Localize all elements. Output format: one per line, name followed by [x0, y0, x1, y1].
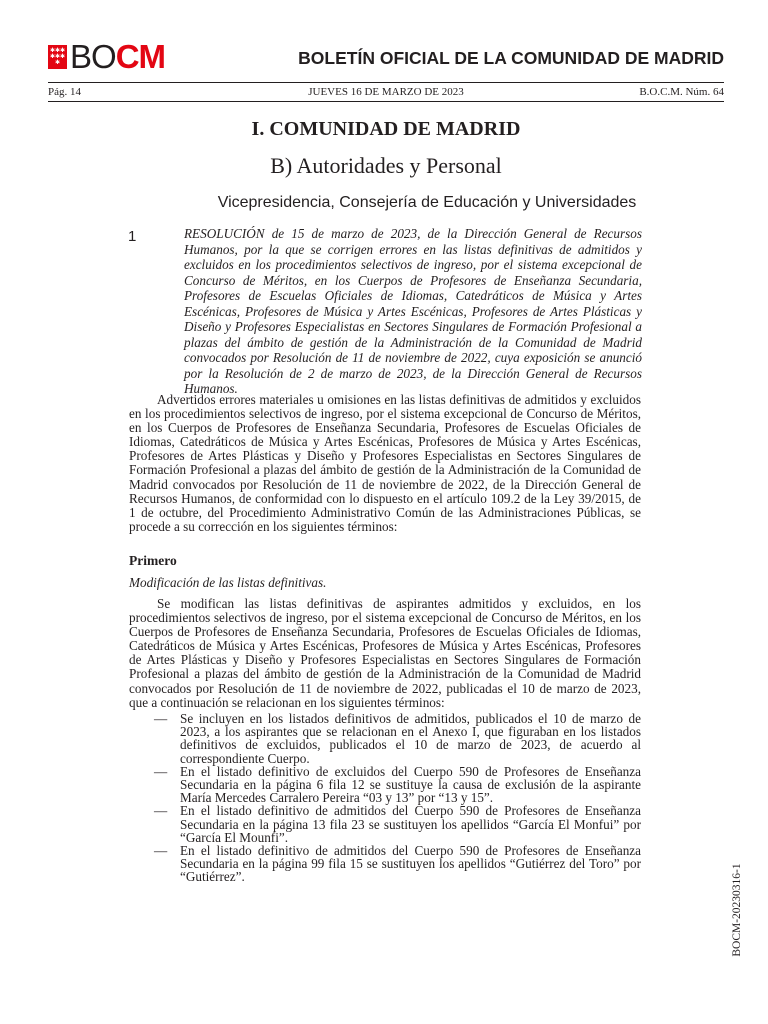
- item-number: 1: [128, 228, 137, 245]
- issue-date: JUEVES 16 DE MARZO DE 2023: [308, 86, 464, 98]
- header-rule-bottom: [48, 101, 724, 102]
- dash-marker: —: [154, 763, 168, 779]
- department-title: Vicepresidencia, Consejería de Educación y Universidades: [217, 194, 637, 211]
- page-header: [48, 40, 724, 76]
- list-item-text: Se incluyen en los listados definitivos de admitidos, publicados el 10 de marzo de 2023, a los aspirantes que se relacionan en el Anexo I, que figuraban en los listados definitivos de excluidos, publicados el 10 de marzo de 2023, de acuerdo al correspondiente Cuerpo.: [180, 711, 641, 766]
- header-meta: [48, 85, 724, 99]
- dash-marker: —: [154, 843, 168, 859]
- dash-marker: —: [154, 803, 168, 819]
- list-item: [154, 712, 641, 765]
- list-item-text: En el listado definitivo de excluidos del Cuerpo 590 de Profesores de Enseñanza Secundaria en la página 6 fila 12 se sustituye la causa de exclusión de la aspirante María Mercedes Carralero Pereira “03 y 13” por “13 y 15”.: [180, 763, 641, 806]
- intro-paragraph: Advertidos errores materiales u omisiones en las listas definitivas de admitidos y excluidos en los procedimientos selectivos de ingreso, por el sistema excepcional de Concurso de Méritos, en los Cuerpos de Profesores de Enseñanza Secundaria, Profesores de Escuelas Oficiales de Idiomas, Catedráticos de Música y Artes Escénicas, Profesores de Música y Artes Escénicas, Profesores de Artes Plásticas y Diseño y Profesores Especialistas en Sectores Singulares de Formación Profesional a plazas del ámbito de gestión de la Administración de la Comunidad de Madrid convocados por Resolución de 11 de noviembre de 2022, de la Dirección General de Recursos Humanos, de conformidad con lo dispuesto en el artículo 109.2 de la Ley 39/2015, de 1 de octubre, del Procedimiento Administrativo Común de las Administraciones Públicas, se procede a su corrección en los siguientes términos:: [129, 392, 641, 534]
- article-paragraph: Se modifican las listas definitivas de aspirantes admitidos y excluidos, en los procedimientos selectivos de ingreso, por el sistema excepcional de Concurso de Méritos, en los Cuerpos de Profesores de Enseñanza Secundaria, Profesores de Escuelas Oficiales de Idiomas, Catedráticos de Música y Artes Escénicas, Profesores de Música y Artes Escénicas, Profesores de Artes Plásticas y Diseño y Profesores Especialistas en Sectores Singulares de Formación Profesional a plazas del ámbito de gestión de la Administración de la Comunidad de Madrid convocados por Resolución de 11 de noviembre de 2022, publicadas el 10 de marzo de 2023, que a continuación se relacionan en los siguientes términos:: [129, 596, 641, 710]
- dash-marker: —: [154, 711, 168, 726]
- article-subheading: Modificación de las listas definitivas.: [129, 575, 327, 590]
- logo-wordmark: [70, 39, 165, 75]
- journal-title: BOLETÍN OFICIAL DE LA COMUNIDAD DE MADRID: [298, 48, 724, 68]
- list-item-text: En el listado definitivo de admitidos del Cuerpo 590 de Profesores de Enseñanza Secundaria en la página 13 fila 23 se sustituyen los apellidos “García El Monfui” por “García El Mounfi”.: [180, 803, 641, 845]
- section-title: I. COMUNIDAD DE MADRID: [251, 118, 521, 140]
- document-code-text: BOCM-20230316-1: [731, 863, 743, 957]
- list-item: [154, 765, 641, 805]
- section-subtitle: B) Autoridades y Personal: [270, 153, 502, 178]
- issue-number: B.O.C.M. Núm. 64: [639, 86, 724, 98]
- article-heading: Primero: [129, 553, 177, 568]
- logo-text-bo: BO: [70, 38, 116, 75]
- list-item-text: En el listado definitivo de admitidos del Cuerpo 590 de Profesores de Enseñanza Secundaria en la página 99 fila 15 se sustituyen los apellidos “Gutiérrez del Toro” por “Gutiérrez”.: [180, 843, 641, 885]
- madrid-stars-icon: ✱ ✱ ✱ ✱ ✱ ✱ ✱: [48, 45, 67, 69]
- header-rule-top: [48, 82, 724, 83]
- modification-list: [154, 712, 641, 884]
- page-number: Pág. 14: [48, 86, 81, 98]
- list-item: [154, 804, 641, 844]
- document-code: [729, 860, 745, 960]
- logo-text-cm: CM: [115, 38, 166, 75]
- resolution-summary: RESOLUCIÓN de 15 de marzo de 2023, de la Dirección General de Recursos Humanos, por la que se corrigen errores en las listas definitivas de admitidos y excluidos en los procedimientos selectivos de ingreso, por el sistema excepcional de Concurso de Méritos, en los Cuerpos de Profesores de Enseñanza Secundaria, Profesores de Escuelas Oficiales de Idiomas, Catedráticos de Música y Artes Escénicas, Profesores de Música y Artes Escénicas, Profesores de Artes Plásticas y Diseño y Profesores Especialistas en Sectores Singulares de Formación Profesional a plazas del ámbito de gestión de la Administración de la Comunidad de Madrid convocados por Resolución de 11 de noviembre de 2022, cuya exposición se anunció por la Resolución de 2 de marzo de 2023, de la Dirección General de Recursos Humanos.: [184, 226, 642, 396]
- list-item: [154, 844, 641, 884]
